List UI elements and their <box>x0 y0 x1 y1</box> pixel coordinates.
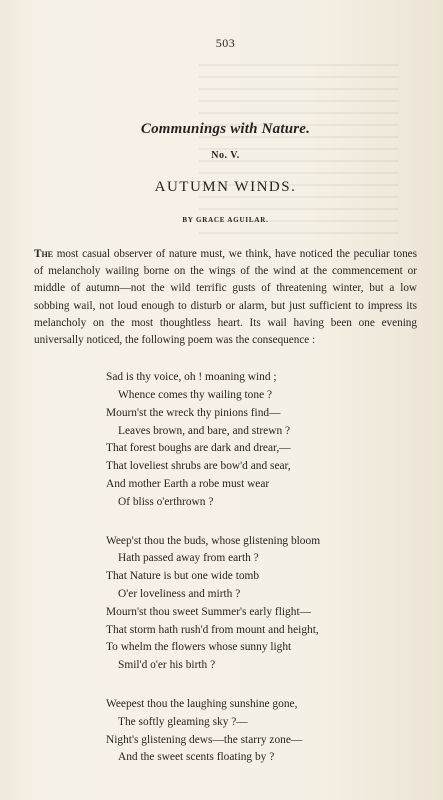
intro-lead-word: The <box>34 248 54 260</box>
verse-line: Weep'st thou the buds, whose glistening bloom <box>106 534 321 547</box>
verse-line: That forest boughs are dark and drear,— <box>106 442 291 455</box>
stanza-2 <box>34 533 417 675</box>
verse-line: That storm hath rush'd from mount and height, <box>106 623 319 636</box>
verse-line: Night's glistening dews—the starry zone— <box>106 733 303 746</box>
section-title: Communings with Nature. <box>140 121 311 137</box>
verse-line: The softly gleaming sky ?— <box>118 715 248 728</box>
verse-line: That loveliest shrubs are bow'd and sear, <box>106 460 291 473</box>
verse-line: Smil'd o'er his birth ? <box>118 659 216 672</box>
verse-line: And mother Earth a robe must wear <box>106 478 270 490</box>
stanza-3 <box>34 696 417 767</box>
verse-line: And the sweet scents floating by ? <box>118 751 275 764</box>
intro-paragraph <box>34 246 417 349</box>
verse-line: That Nature is but one wide tomb <box>106 570 260 583</box>
poem-title: AUTUMN WINDS. <box>154 179 297 195</box>
intro-text: most casual observer of nature must, we think, have noticed the peculiar tones of melancholy wailing borne on the wings of the wind at the commencement or middle of autumn—not the wild terrific gusts of threatening winter, but a low sobbing wail, not loud enough to disturb or alarm, but just sufficient to impress its melancholy on the most thoughtless heart. Its wail having been one evening universally noticed, the following poem was the consequence : <box>34 248 417 347</box>
show-through-texture <box>199 64 399 234</box>
stanza-1 <box>34 369 417 511</box>
verse-line: Sad is thy voice, oh ! moaning wind ; <box>106 371 277 384</box>
verse-line: Weepest thou the laughing sunshine gone, <box>106 697 298 710</box>
verse-line: Mourn'st the wreck thy pinions find— <box>106 406 281 419</box>
number-label: No. V. <box>211 150 240 161</box>
verse-line: Hath passed away from earth ? <box>118 552 259 565</box>
verse-line: Of bliss o'erthrown ? <box>118 495 214 508</box>
verse-line: Mourn'st thou sweet Summer's early flight— <box>106 605 311 618</box>
byline: BY GRACE AGUILAR. <box>182 216 269 224</box>
verse-line: O'er loveliness and mirth ? <box>118 587 241 600</box>
verse-line: To whelm the flowers whose sunny light <box>106 641 292 654</box>
verse-line: Leaves brown, and bare, and strewn ? <box>118 424 291 437</box>
verse-line: Whence comes thy wailing tone ? <box>118 389 273 402</box>
page-number: 503 <box>215 36 236 50</box>
